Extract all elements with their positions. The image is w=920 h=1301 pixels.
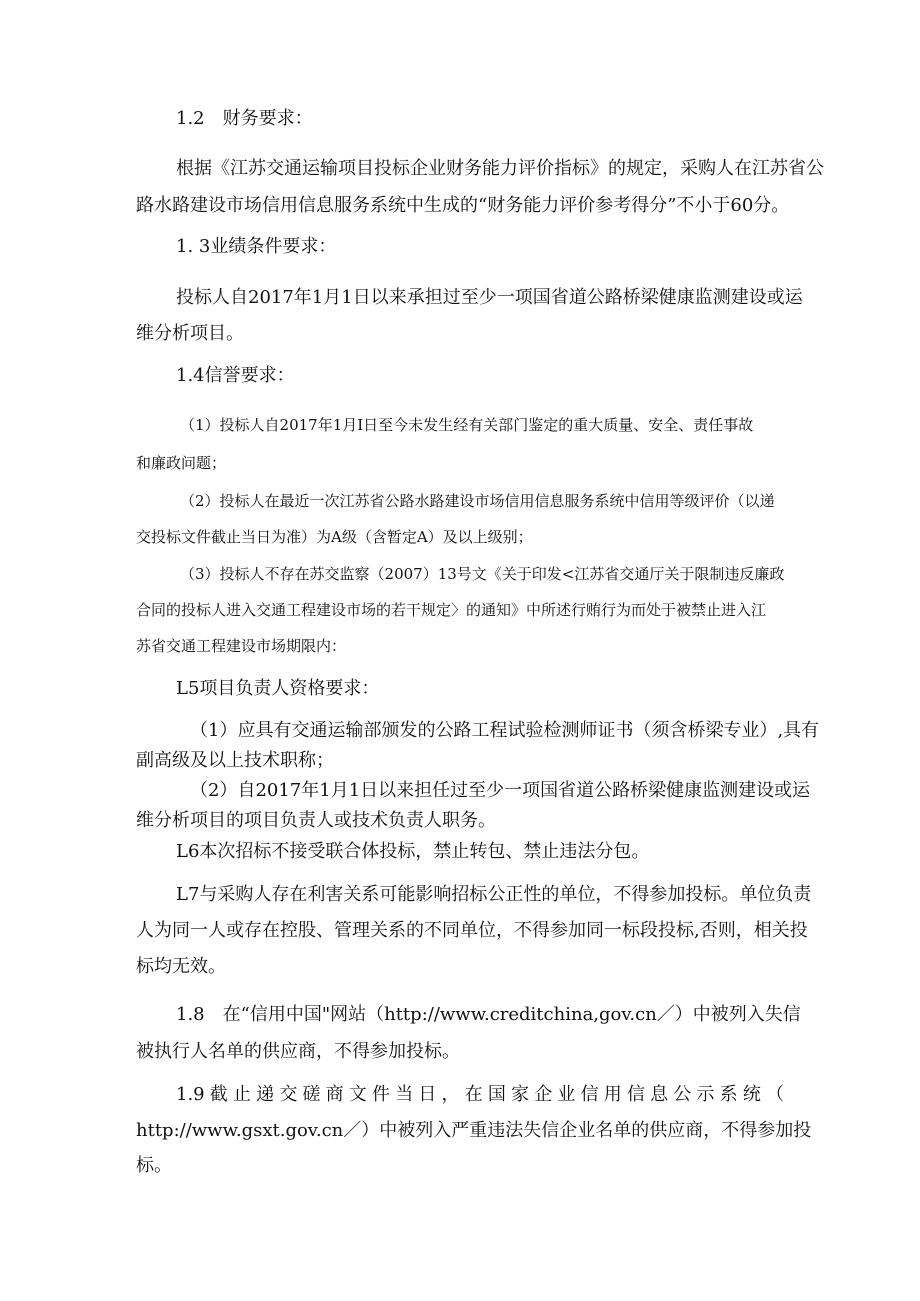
section-1-9-line: 标。: [136, 1155, 172, 1176]
section-1-7-line: 人为同一人或存在控股、管理关系的不同单位，不得参加同一标段投标,否则，相关投: [136, 920, 808, 941]
section-1-4-item-line: （1）投标人自2017年1月I日至今未发生经有关部门鉴定的重大质量、安全、责任事故: [180, 416, 754, 434]
section-1-5-item-line: （2）自2017年1月1日以来担任过至少一项国省道公路桥梁健康监测建设或运: [190, 780, 811, 801]
section-1-3-paragraph-line: 投标人自2017年1月1日以来承担过至少一项国省道公路桥梁健康监测建设或运: [176, 287, 803, 308]
section-1-9-line: 1.9截止递交磋商文件当日，在国家企业信用信息公示系统（: [176, 1084, 784, 1105]
section-1-4-item-line: 合同的投标人进入交通工程建设市场的若干规定〉的通知》中所述行贿行为而处于被禁止进入江: [136, 601, 767, 619]
section-1-6-text: L6本次招标不接受联合体投标，禁止转包、禁止违法分包。: [176, 841, 650, 862]
section-1-2-heading: 1.2 财务要求：: [176, 108, 313, 129]
section-1-3-heading: 1. 3业绩条件要求：: [176, 236, 337, 257]
section-1-3-paragraph-line: 维分析项目。: [136, 323, 244, 344]
section-1-4-item-line: 苏省交通工程建设市场期限内：: [136, 637, 347, 655]
section-1-5-item-line: 维分析项目的项目负责人或技术负责人职务。: [136, 810, 496, 831]
section-1-4-item-line: （3）投标人不存在苏交监察（2007）13号文《关于印发<江苏省交通厅关于限制违反廉政: [180, 565, 785, 583]
section-1-2-paragraph-line: 根据《江苏交通运输项目投标企业财务能力评价指标》的规定，采购人在江苏省公: [176, 158, 824, 179]
section-1-2-paragraph-line: 路水路建设市场信用信息服务系统中生成的“财务能力评价参考得分”不小于60分。: [136, 195, 790, 216]
section-1-4-item-line: （2）投标人在最近一次江苏省公路水路建设市场信用信息服务系统中信用等级评价（以递: [180, 492, 775, 510]
section-1-4-item-line: 交投标文件截止当日为准）为A级（含暂定A）及以上级别；: [136, 528, 533, 546]
section-1-8-line: 被执行人名单的供应商，不得参加投标。: [136, 1041, 460, 1062]
section-1-4-item-line: 和廉政问题；: [136, 454, 227, 472]
section-1-5-item-line: （1）应具有交通运输部颁发的公路工程试验检测师证书（须含桥梁专业）,具有: [190, 720, 820, 741]
section-1-9-line: http://www.gsxt.gov.cn／）中被列入严重违法失信企业名单的供应商，不得参加投: [136, 1120, 812, 1141]
section-1-7-line: 标均无效。: [136, 956, 226, 977]
section-1-8-line: 1.8 在“信用中国"网站（http://www.creditchina,gov.cn／）中被列入失信: [176, 1004, 801, 1025]
section-1-4-heading: 1.4信誉要求：: [176, 365, 295, 386]
section-1-5-item-line: 副高级及以上技术职称；: [136, 750, 334, 771]
section-1-5-heading: L5项目负责人资格要求：: [176, 678, 380, 699]
section-1-7-line: L7与采购人存在利害关系可能影响招标公正性的单位，不得参加投标。单位负责: [176, 884, 812, 905]
